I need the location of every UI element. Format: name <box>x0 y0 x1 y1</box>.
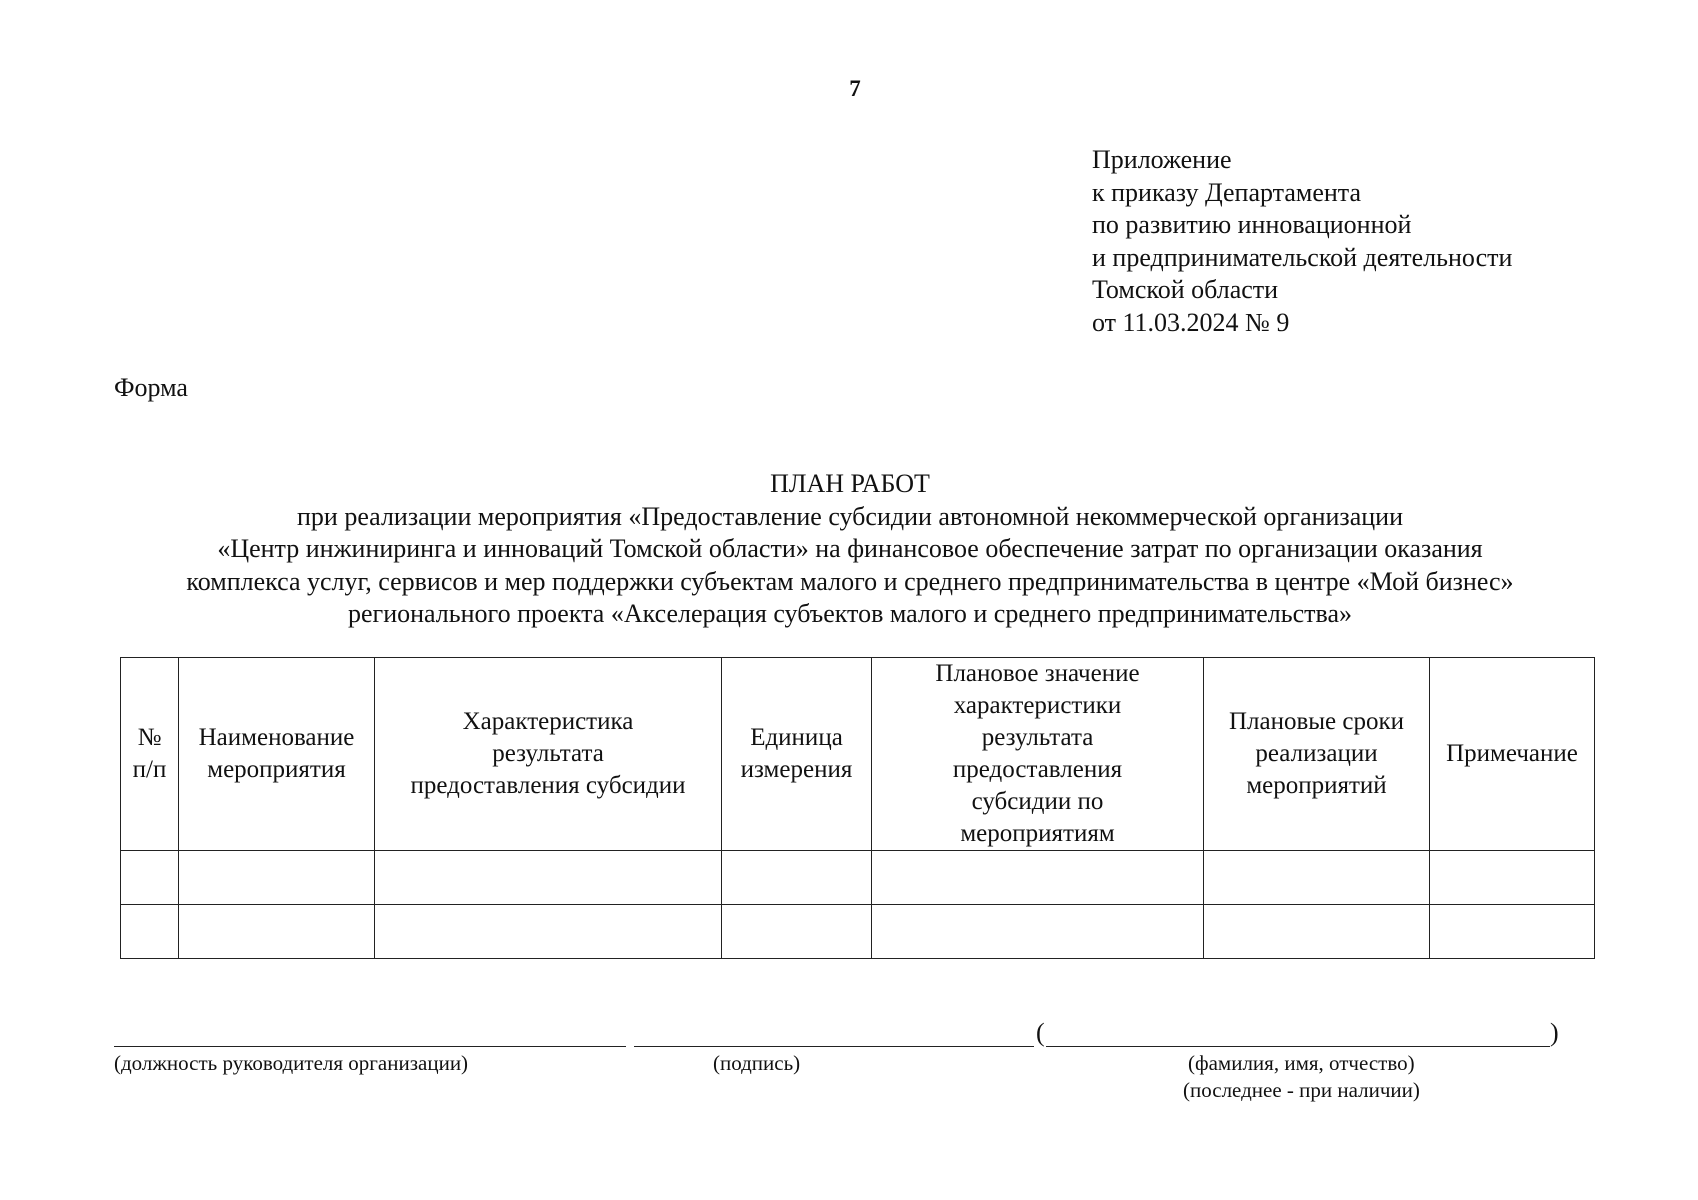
table-cell[interactable] <box>179 851 375 905</box>
table-cell[interactable] <box>1430 851 1595 905</box>
table-cell[interactable] <box>179 905 375 959</box>
title-line: «Центр инжиниринга и инноваций Томской области» на финансовое обеспечение затрат по организации оказания <box>217 534 1483 563</box>
title-line: комплекса услуг, сервисов и мер поддержки субъектам малого и среднего предпринимательства в центре «Мой бизнес» <box>186 566 1514 596</box>
header-cell-unit <box>722 658 872 851</box>
form-label: Форма <box>114 373 188 402</box>
open-paren: ( <box>1036 1018 1045 1047</box>
header-cell-activity <box>179 658 375 851</box>
appendix-block <box>1092 144 1512 339</box>
full-name-signature-line[interactable] <box>1046 1046 1550 1047</box>
position-signature-line[interactable] <box>114 1046 626 1047</box>
header-label: Примечание <box>1446 740 1578 767</box>
table-cell[interactable] <box>1204 851 1430 905</box>
title-heading: ПЛАН РАБОТ <box>770 469 930 498</box>
header-cell-number <box>121 658 179 851</box>
table-cell[interactable] <box>121 851 179 905</box>
table-header-row <box>121 658 1595 851</box>
header-label: Плановые сроки реализации мероприятий <box>1228 708 1405 799</box>
appendix-line: от 11.03.2024 № 9 <box>1092 307 1290 337</box>
name-caption: (фамилия, имя, отчество) <box>1188 1051 1415 1075</box>
signature-block <box>114 1018 1559 1048</box>
document-title <box>80 468 1620 631</box>
table-row <box>121 905 1595 959</box>
table-cell[interactable] <box>1430 905 1595 959</box>
table-cell[interactable] <box>722 851 872 905</box>
table-cell[interactable] <box>121 905 179 959</box>
appendix-line: и предпринимательской деятельности <box>1092 242 1513 272</box>
header-label: № п/п <box>132 724 167 783</box>
signature-caption: (подпись) <box>713 1051 801 1075</box>
appendix-line: Приложение <box>1092 145 1232 174</box>
header-cell-result <box>375 658 722 851</box>
appendix-line: к приказу Департамента <box>1092 177 1362 207</box>
page-number: 7 <box>849 76 861 101</box>
appendix-line: Томской области <box>1092 275 1279 304</box>
table-cell[interactable] <box>872 905 1204 959</box>
position-caption: (должность руководителя организации) <box>114 1051 469 1075</box>
table-cell[interactable] <box>1204 905 1430 959</box>
title-line: при реализации мероприятия «Предоставление субсидии автономной некоммерческой организации <box>296 501 1403 531</box>
table-cell[interactable] <box>375 905 722 959</box>
work-plan-table <box>120 657 1595 959</box>
header-cell-deadlines <box>1204 658 1430 851</box>
table-row <box>121 851 1595 905</box>
close-paren: ) <box>1550 1018 1559 1047</box>
table-cell[interactable] <box>872 851 1204 905</box>
header-label: Единица измерения <box>740 724 853 783</box>
header-cell-notes <box>1430 658 1595 851</box>
appendix-line: по развитию инновационной <box>1092 210 1412 239</box>
signature-line[interactable] <box>634 1046 1034 1047</box>
name-note: (последнее - при наличии) <box>1183 1078 1420 1102</box>
title-line: регионального проекта «Акселерация субъектов малого и среднего предпринимательства» <box>348 599 1352 628</box>
header-label: Характеристика результата предоставления субсидии <box>410 708 686 799</box>
table-cell[interactable] <box>375 851 722 905</box>
table-cell[interactable] <box>722 905 872 959</box>
header-label: Плановое значение характеристики результата предоставления субсидии по мероприятиям <box>935 660 1140 847</box>
header-label: Наименование мероприятия <box>198 724 355 783</box>
header-cell-planned-value <box>872 658 1204 851</box>
